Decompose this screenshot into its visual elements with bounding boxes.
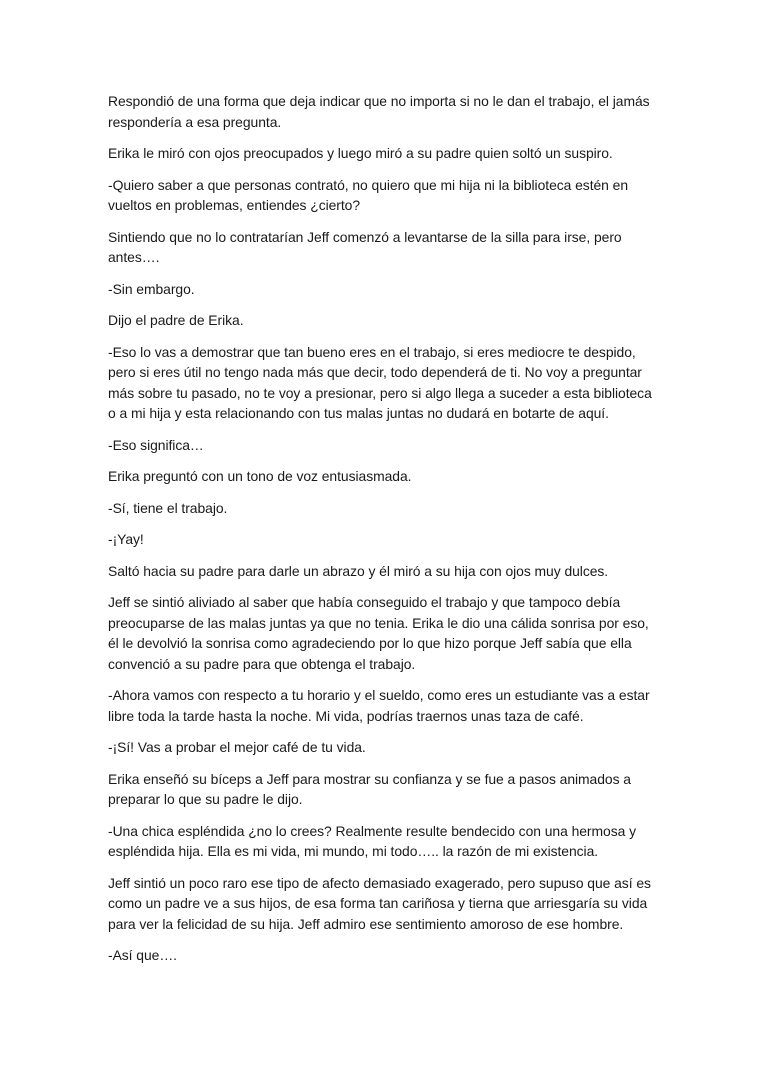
paragraph-19: -Así que…. xyxy=(108,947,177,963)
paragraph-10: -Sí, tiene el trabajo. xyxy=(108,499,228,516)
paragraph-17: -Una chica espléndida ¿no lo crees? Realmente resulte bendecido con una hermosa y espléndida hija. Ella es mi vida, mi mundo, mi todo….. la razón de mi existencia. xyxy=(108,822,636,859)
paragraph-2: Erika le miró con ojos preocupados y luego miró a su padre quien soltó un suspiro. xyxy=(108,145,613,161)
paragraph-15: -¡Sí! Vas a probar el mejor café de tu vida. xyxy=(108,739,366,755)
paragraph-18: Jeff sintió un poco raro ese tipo de afecto demasiado exagerado, pero supuso que así es como un padre ve a sus hijos, de esa forma tan cariñosa y tierna que arriesgaría su vida para ver la felicidad de su hija. Jeff admiro ese sentimiento amoroso de ese hombre. xyxy=(108,874,651,932)
paragraph-8: -Eso significa… xyxy=(108,436,204,453)
paragraph-6: Dijo el padre de Erika. xyxy=(108,312,244,328)
paragraph-9: Erika preguntó con un tono de voz entusiasmada. xyxy=(108,468,412,484)
paragraph-13: Jeff se sintió aliviado al saber que había conseguido el trabajo y que tampoco debía preocuparse de las malas juntas ya que no tenia. Erika le dio una cálida sonrisa por eso, él le devolvió la sonrisa como agradeciendo por lo que hizo porque Jeff sabía que ella convenció a su padre para que obtenga el trabajo. xyxy=(108,594,649,672)
paragraph-7: -Eso lo vas a demostrar que tan bueno eres en el trabajo, si eres mediocre te despido, pero si eres útil no tengo nada más que decir, todo dependerá de ti. No voy a preguntar más sobre tu pasado, no te voy a presionar, pero si algo llega a suceder a esta biblioteca o a mi hija y esta relacionando con tus malas juntas no dudará en botarte de aquí. xyxy=(108,343,652,421)
paragraph-5: -Sin embargo. xyxy=(108,280,195,297)
paragraph-11: -¡Yay! xyxy=(108,531,144,547)
paragraph-14: -Ahora vamos con respecto a tu horario y el sueldo, como eres un estudiante vas a estar libre toda la tarde hasta la noche. Mi vida, podrías traernos unas taza de café. xyxy=(108,687,650,724)
document-body xyxy=(108,91,656,966)
paragraph-1: Respondió de una forma que deja indicar que no importa si no le dan el trabajo, el jamás respondería a esa pregunta. xyxy=(108,93,650,130)
paragraph-16: Erika enseñó su bíceps a Jeff para mostrar su confianza y se fue a pasos animados a preparar lo que su padre le dijo. xyxy=(108,770,631,807)
paragraph-12: Saltó hacia su padre para darle un abrazo y él miró a su hija con ojos muy dulces. xyxy=(108,562,609,579)
paragraph-3: -Quiero saber a que personas contrató, no quiero que mi hija ni la biblioteca estén en vueltos en problemas, entiendes ¿cierto? xyxy=(108,176,629,213)
paragraph-4: Sintiendo que no lo contratarían Jeff comenzó a levantarse de la silla para irse, pero antes…. xyxy=(108,228,622,265)
